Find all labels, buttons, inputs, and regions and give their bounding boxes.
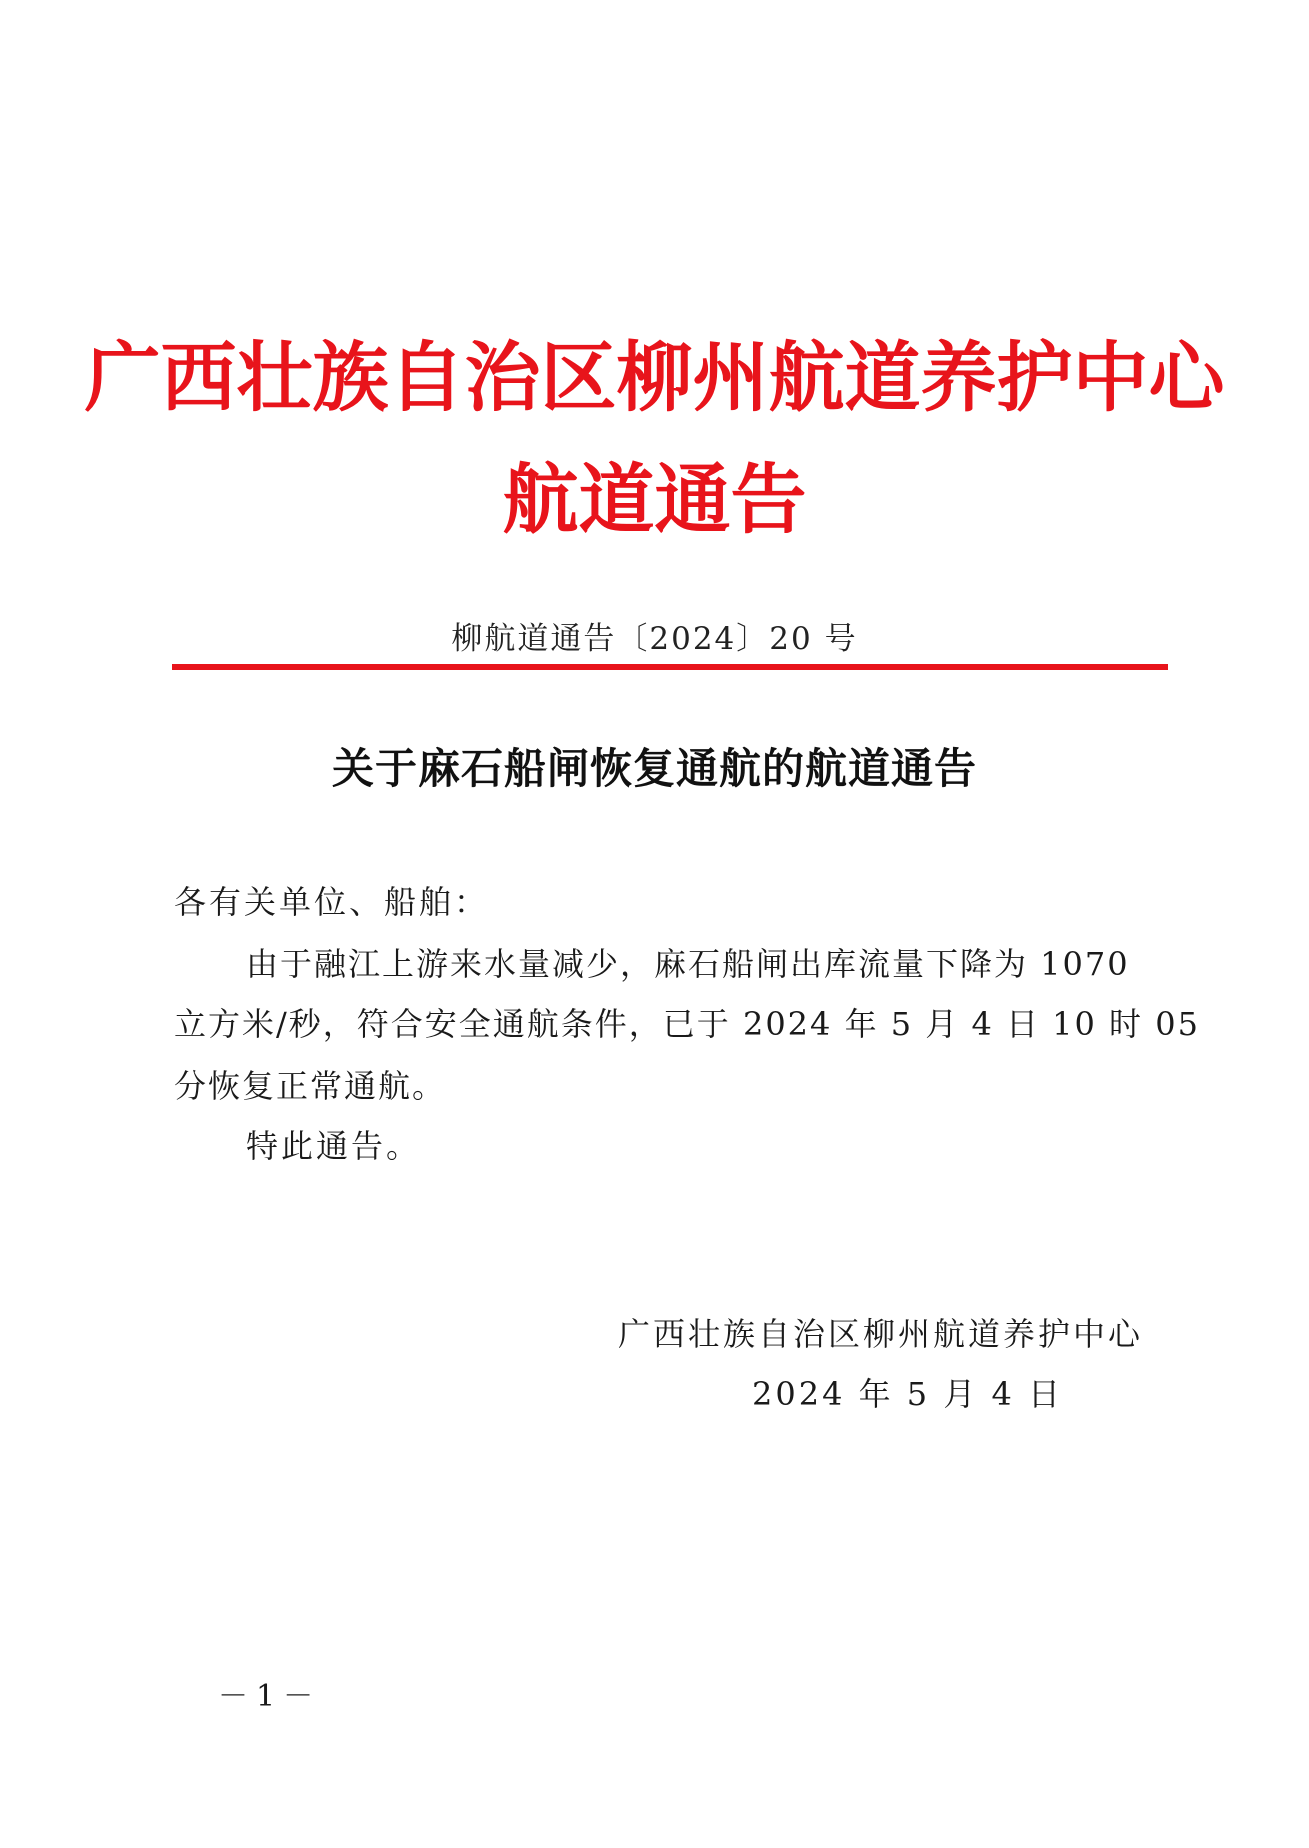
red-divider-line (172, 664, 1168, 670)
body-paragraph-line: 立方米/秒，符合安全通航条件，已于 2024 年 5 月 4 日 10 时 05 (174, 1005, 1200, 1043)
notice-title: 关于麻石船闸恢复通航的航道通告 (331, 744, 977, 793)
issuing-organization-title: 广西壮族自治区柳州航道养护中心 (84, 333, 1225, 422)
closing-remark: 特此通告。 (246, 1127, 422, 1165)
body-paragraph-line: 由于融江上游来水量减少，麻石船闸出库流量下降为 1070 (246, 945, 1130, 983)
document-type-title: 航道通告 (502, 455, 807, 544)
signature-date: 2024 年 5 月 4 日 (752, 1375, 1064, 1413)
signature-organization: 广西壮族自治区柳州航道养护中心 (618, 1315, 1144, 1353)
page-number: －1－ (218, 1679, 322, 1714)
salutation: 各有关单位、船舶： (174, 883, 490, 921)
document-number: 柳航道通告〔2024〕20 号 (451, 621, 858, 657)
body-paragraph-line: 分恢复正常通航。 (174, 1067, 447, 1105)
